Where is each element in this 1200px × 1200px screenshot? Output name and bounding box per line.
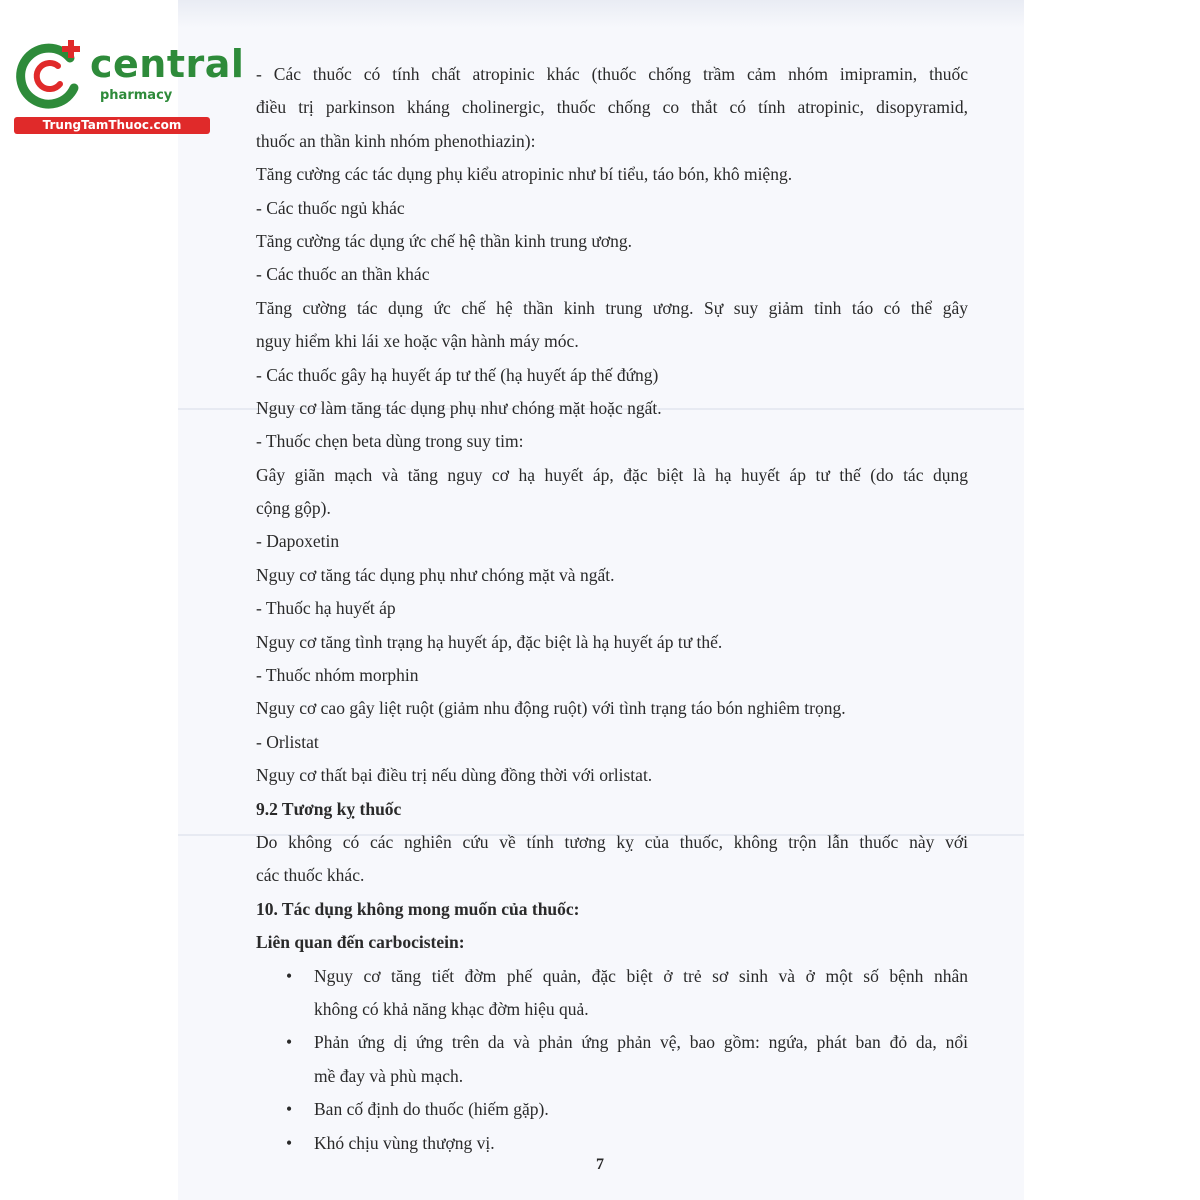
bullet-text: Nguy cơ tăng tiết đờm phế quản, đặc biệt ở trẻ sơ sinh và ở một số bệnh nhân [314,965,968,986]
bullet-item [256,1127,968,1160]
text-line: - Thuốc nhóm morphin [256,665,419,686]
document-body [256,58,968,1160]
bullet-item [256,1026,968,1059]
bullet-item [256,960,968,993]
text-line: Nguy cơ tăng tình trạng hạ huyết áp, đặc biệt là hạ huyết áp tư thế. [256,631,723,652]
bullet-marker: • [286,1032,293,1053]
page-number: 7 [596,1156,604,1173]
pharmacy-cross-icon [12,36,92,116]
bullet-marker: • [286,1099,293,1120]
text-line: Gây giãn mạch và tăng nguy cơ hạ huyết áp, đặc biệt là hạ huyết áp tư thế (do tác dụng [256,464,968,485]
text-line: thuốc an thần kinh nhóm phenothiazin): [256,130,536,151]
text-line: - Các thuốc gây hạ huyết áp tư thế (hạ huyết áp thế đứng) [256,364,659,385]
text-line: - Orlistat [256,731,319,752]
text-line: Tăng cường tác dụng ức chế hệ thần kinh trung ương. [256,230,632,251]
text-line: Nguy cơ làm tăng tác dụng phụ như chóng mặt hoặc ngất. [256,397,662,418]
text-line: Nguy cơ tăng tác dụng phụ như chóng mặt và ngất. [256,564,615,585]
text-line: Nguy cơ cao gây liệt ruột (giảm nhu động ruột) với tình trạng táo bón nghiêm trọng. [256,698,846,719]
bullet-item [256,1093,968,1126]
text-line: - Các thuốc ngủ khác [256,197,405,218]
bullet-text: mề đay và phù mạch. [314,1065,464,1086]
text-line: điều trị parkinson kháng cholinergic, thuốc chống co thắt có tính atropinic, disopyramid, [256,97,968,118]
scan-shadow [178,0,1024,28]
section-heading: 10. Tác dụng không mong muốn của thuốc: [256,898,580,919]
text-line: cộng gộp). [256,498,331,519]
bullet-marker: • [286,965,293,986]
bullet-text: Phản ứng dị ứng trên da và phản ứng phản vệ, bao gồm: ngứa, phát ban đỏ da, nổi [314,1032,968,1053]
bullet-marker: • [286,1132,293,1153]
text-line: Tăng cường các tác dụng phụ kiểu atropinic như bí tiểu, táo bón, khô miệng. [256,164,793,185]
text-line: - Thuốc hạ huyết áp [256,598,396,619]
text-line: Tăng cường tác dụng ức chế hệ thần kinh trung ương. Sự suy giảm tỉnh táo có thể gây [256,297,968,318]
text-line: Do không có các nghiên cứu về tính tương kỵ của thuốc, không trộn lẫn thuốc này với [256,831,968,852]
bullet-text: Khó chịu vùng thượng vị. [314,1132,495,1153]
text-line: - Các thuốc an thần khác [256,264,430,285]
central-pharmacy-logo[interactable] [12,36,245,136]
brand-site-banner: TrungTamThuoc.com [14,117,210,134]
brand-tagline: pharmacy [100,88,173,103]
text-line: - Các thuốc có tính chất atropinic khác (thuốc chống trầm cảm nhóm imipramin, thuốc [256,64,968,84]
text-line: các thuốc khác. [256,865,365,886]
text-line: Nguy cơ thất bại điều trị nếu dùng đồng thời với orlistat. [256,765,653,786]
section-heading: 9.2 Tương kỵ thuốc [256,798,402,819]
text-line: - Thuốc chẹn beta dùng trong suy tim: [256,431,524,452]
bullet-continuation [256,993,968,1026]
text-line: nguy hiểm khi lái xe hoặc vận hành máy móc. [256,331,579,352]
bullet-text: Ban cố định do thuốc (hiếm gặp). [314,1099,549,1120]
bullet-continuation [256,1060,968,1093]
bullet-text: không có khả năng khạc đờm hiệu quả. [314,998,589,1019]
brand-name: central [90,42,245,86]
text-line: - Dapoxetin [256,531,340,552]
subsection-heading: Liên quan đến carbocistein: [256,932,465,953]
